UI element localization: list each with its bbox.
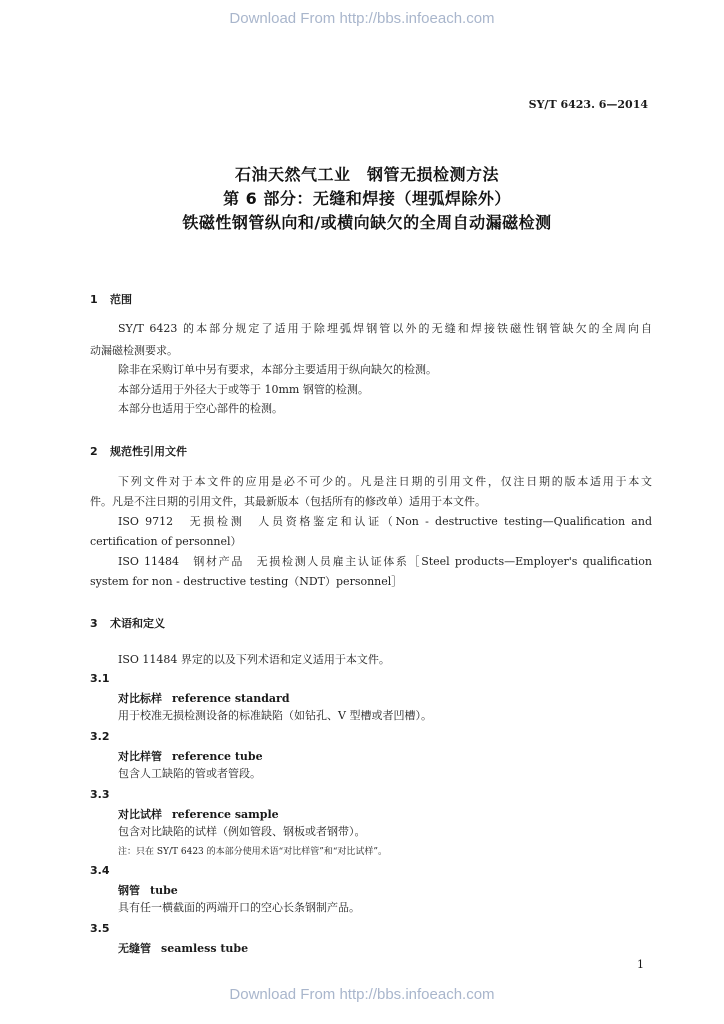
title-line-2: 第 6 部分：无缝和焊接（埋弧焊除外）	[223, 189, 511, 208]
section-title: 术语和定义	[110, 617, 165, 630]
term-zh: 无缝管	[118, 942, 151, 955]
section-heading-scope	[90, 291, 132, 307]
clause-number: 3.5	[90, 922, 110, 935]
paragraph: ISO 11484 界定的以及下列术语和定义适用于本文件。	[118, 653, 390, 666]
term-definition: 具有任一横截面的两端开口的空心长条钢制产品。	[118, 901, 360, 914]
term-entry	[118, 882, 178, 898]
clause-number: 3.2	[90, 730, 110, 743]
term-entry	[118, 748, 263, 764]
paragraph: SY/T 6423 的本部分规定了适用于除埋弧焊钢管以外的无缝和焊接铁磁性钢管缺欠的全周向自	[118, 322, 652, 335]
section-title: 规范性引用文件	[110, 445, 187, 458]
term-zh: 钢管	[118, 884, 140, 897]
clause-number: 3.3	[90, 788, 110, 801]
term-en: reference standard	[172, 692, 290, 705]
watermark-top: Download From http://bbs.infoeach.com	[229, 10, 495, 27]
paragraph: 除非在采购订单中另有要求，本部分主要适用于纵向缺欠的检测。	[118, 363, 437, 376]
reference-entry-continued: certification of personnel）	[90, 535, 242, 548]
term-definition: 用于校准无损检测设备的标准缺陷（如钻孔、V 型槽或者凹槽）。	[118, 709, 432, 722]
term-definition: 包含对比缺陷的试样（例如管段、钢板或者钢带）。	[118, 825, 366, 838]
term-entry	[118, 690, 290, 706]
reference-entry: ISO 9712 无损检测 人员资格鉴定和认证（Non - destructive testing—Qualification and	[118, 515, 652, 528]
paragraph: 件。凡是不注日期的引用文件，其最新版本（包括所有的修改单）适用于本文件。	[90, 495, 486, 508]
section-heading-normative-references	[90, 443, 187, 459]
section-title: 范围	[110, 293, 132, 306]
paragraph: 本部分也适用于空心部件的检测。	[118, 402, 283, 415]
term-note: 注：只在 SY/T 6423 的本部分使用术语“对比样管”和“对比试样”。	[118, 847, 388, 857]
clause-number: 3.1	[90, 672, 110, 685]
watermark-bottom: Download From http://bbs.infoeach.com	[229, 986, 495, 1003]
paragraph: 动漏磁检测要求。	[90, 344, 178, 357]
section-number: 1	[90, 293, 98, 306]
term-zh: 对比试样	[118, 808, 162, 821]
reference-entry-continued: system for non - destructive testing（NDT）personnel］	[90, 575, 403, 588]
term-en: tube	[150, 884, 178, 897]
paragraph: 本部分适用于外径大于或等于 10mm 钢管的检测。	[118, 383, 369, 396]
section-heading-terms	[90, 615, 165, 631]
term-definition: 包含人工缺陷的管或者管段。	[118, 767, 261, 780]
term-entry	[118, 940, 248, 956]
title-line-1: 石油天然气工业 钢管无损检测方法	[234, 165, 499, 184]
reference-entry: ISO 11484 钢材产品 无损检测人员雇主认证体系［Steel products—Employer's qualification	[118, 555, 652, 568]
term-en: reference tube	[172, 750, 263, 763]
title-line-3: 铁磁性钢管纵向和/或横向缺欠的全周自动漏磁检测	[182, 213, 552, 232]
term-zh: 对比样管	[118, 750, 162, 763]
page-number: 1	[637, 958, 644, 971]
term-en: seamless tube	[161, 942, 249, 955]
term-entry	[118, 806, 279, 822]
document-number: SY/T 6423. 6—2014	[528, 98, 648, 111]
paragraph: 下列文件对于本文件的应用是必不可少的。凡是注日期的引用文件，仅注日期的版本适用于本文	[118, 475, 652, 488]
clause-number: 3.4	[90, 864, 110, 877]
section-number: 3	[90, 617, 98, 630]
term-en: reference sample	[172, 808, 279, 821]
term-zh: 对比标样	[118, 692, 162, 705]
section-number: 2	[90, 445, 98, 458]
